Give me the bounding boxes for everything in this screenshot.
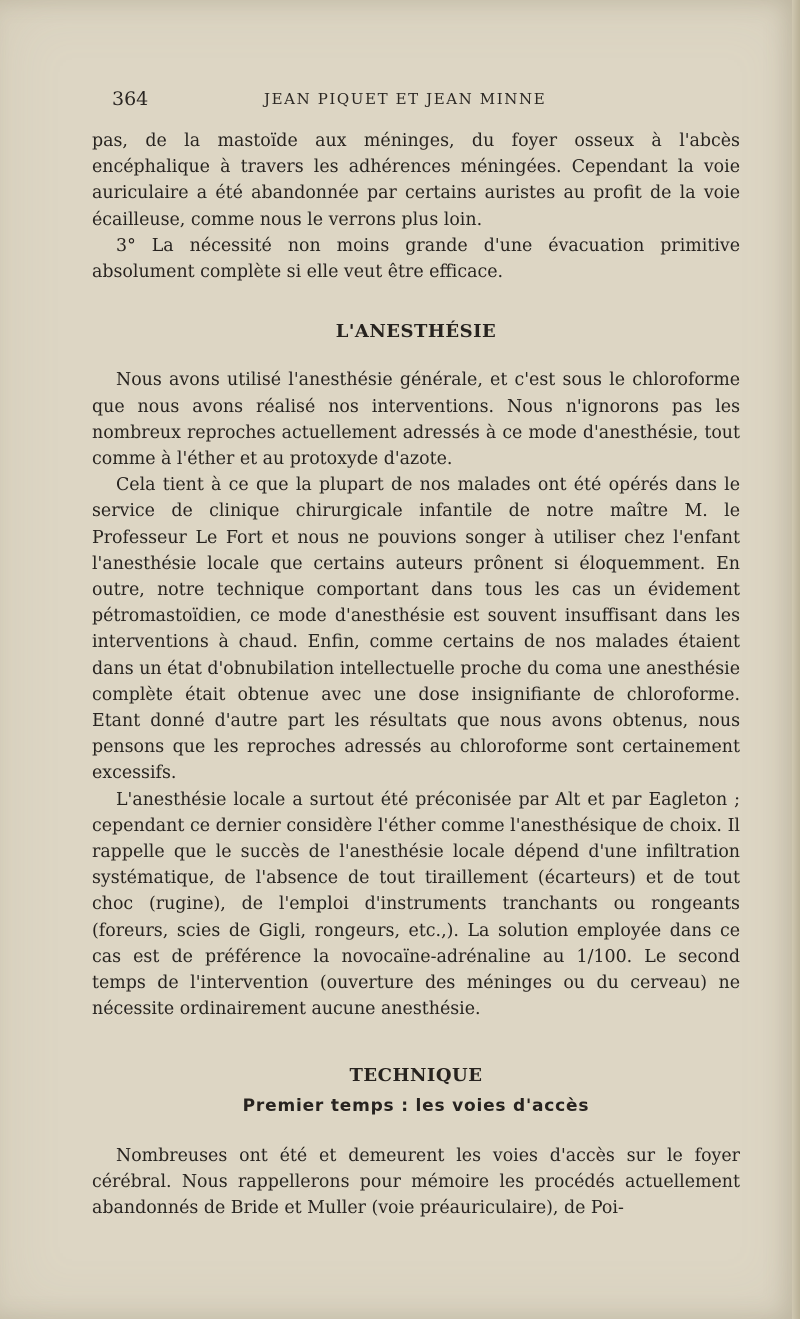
paragraph-anesthesie-3: L'anesthésie locale a surtout été préconisée par Alt et par Eagleton ; cependant ce dernier considère l'éther comme l'anesthésique de choix. Il rappelle que le succès de l'anesthésie locale dépend d'une infiltration systématique, de l'absence de tout tiraillement (écarteurs) et de tout choc (rugine), de l'emploi d'instruments tranchants ou rongeants (foreurs, scies de Gigli, rongeurs, etc.,). La solution employée dans ce cas est de préférence la novocaïne-adrénaline au 1/100. Le second temps de l'intervention (ouverture des méninges ou du cerveau) ne nécessite ordinairement aucune anesthésie. (92, 789, 740, 1020)
section-heading-anesthesie: L'ANESTHÉSIE (335, 321, 497, 343)
section-heading-technique: TECHNIQUE (349, 1064, 483, 1086)
paragraph-point-3: 3° La nécessité non moins grande d'une évacuation primitive absolument complète si elle veut être efficace. (92, 235, 740, 283)
page-edge-shadow (792, 0, 800, 1319)
subheading-voies-acces: Premier temps : les voies d'accès (242, 1095, 590, 1116)
page-number: 364 (112, 88, 149, 110)
page-body (92, 128, 740, 1222)
running-head (112, 88, 752, 116)
running-title: JEAN PIQUET ET JEAN MINNE (264, 90, 547, 108)
paragraph-anesthesie-2: Cela tient à ce que la plupart de nos malades ont été opérés dans le service de clinique chirurgicale infantile de notre maître M. le Professeur Le Fort et nous ne pouvions songer à utiliser chez l'enfant l'anesthésie locale que certains auteurs prônent si éloquemment. En outre, notre technique comportant dans tous les cas un évidement pétromastoïdien, ce mode d'anesthésie est souvent insuffisant dans les interventions à chaud. Enfin, comme certains de nos malades étaient dans un état d'obnubilation intellectuelle proche du coma une anesthésie complète était obtenue avec une dose insignifiante de chloroforme. Etant donné d'autre part les résultats que nous avons obtenus, nous pensons que les reproches adressés au chloroforme sont certainement excessifs. (92, 475, 740, 784)
paragraph-anesthesie-1: Nous avons utilisé l'anesthésie générale, et c'est sous le chloroforme que nous avons réalisé nos interventions. Nous n'ignorons pas les nombreux reproches actuellement adressés à ce mode d'anesthésie, tout comme à l'éther et au protoxyde d'azote. (92, 370, 740, 470)
paragraph-technique-1: Nombreuses ont été et demeurent les voies d'accès sur le foyer cérébral. Nous rappellerons pour mémoire les procédés actuellement abandonnés de Bride et Muller (voie préauriculaire), de Poi- (92, 1145, 740, 1219)
paragraph-continuation: pas, de la mastoïde aux méninges, du foyer osseux à l'abcès encéphalique à travers les adhérences méningées. Cependant la voie auriculaire a été abandonnée par certains auristes au profit de la voie écailleuse, comme nous le verrons plus loin. (92, 131, 740, 230)
